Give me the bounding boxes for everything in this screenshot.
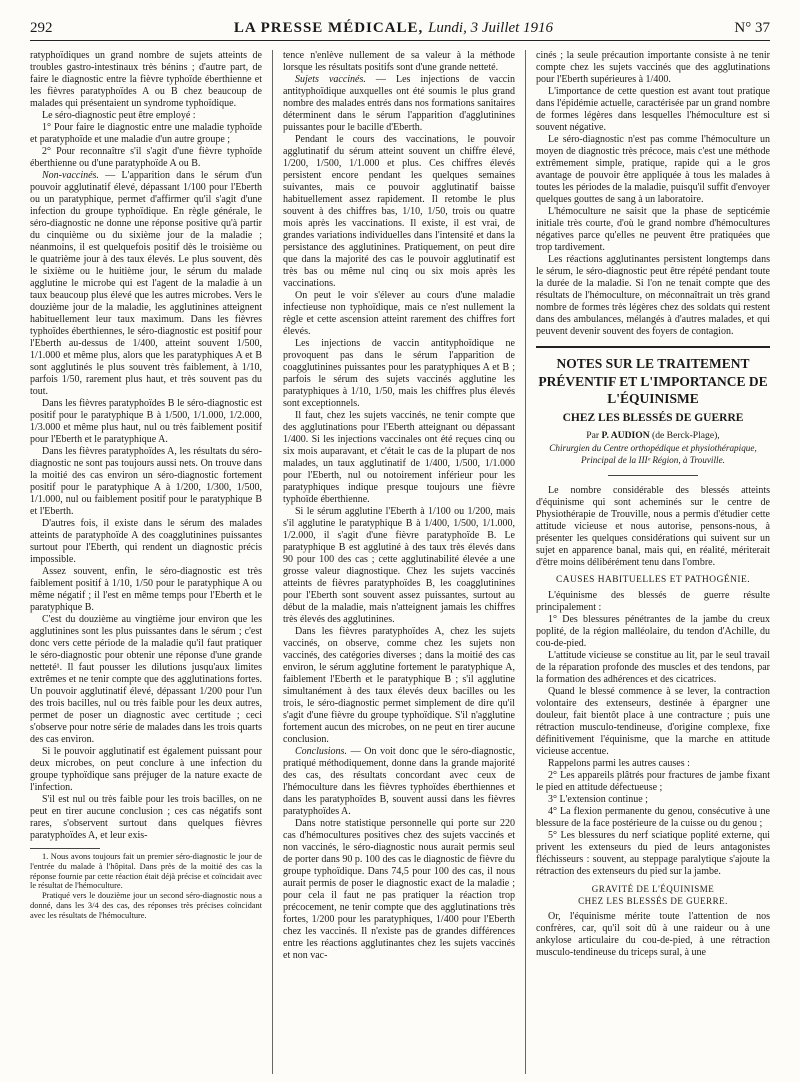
- paragraph: L'attitude vicieuse se constitue au lit, par le seul travail de la réparation profonde des muscles et des tendons, par la formation des adhérences et des cicatrices.: [536, 650, 770, 686]
- column-rule: [272, 50, 273, 1074]
- paragraph: On peut le voir s'élever au cours d'une maladie infectieuse non typhoïdique, mais ce n'est nullement la règle et cette ascension atteint rarement des chiffres fort élevés.: [283, 290, 515, 337]
- section-heading: CAUSES HABITUELLES ET PATHOGÉNIE.: [555, 574, 751, 585]
- column-left: [30, 50, 262, 1074]
- column-right: [536, 50, 770, 1074]
- column-middle: [283, 50, 515, 1074]
- author-affiliation: Chirurgien du Centre orthopédique et physiothérapique, Principal de la IIIᵉ Région, à Trouville.: [549, 442, 757, 465]
- article-title: NOTES SUR LE TRAITEMENT PRÉVENTIF ET L'IMPORTANCE DE L'ÉQUINISME: [536, 346, 770, 408]
- paragraph: Dans notre statistique personnelle qui porte sur 220 cas d'hémocultures positives chez des sujets vaccinés et non vaccinés, le séro-diagnostic nous aurait permis seul de porter dans 90 p. 100 des cas le diagnostic de fièvre du groupe typhoïdique. Dans 74,5 pour 100 des cas, il nous aurait permis de poser le diagnostic exact de la maladie ; pour cela il faut ne pas pratiquer la réaction trop précocement, ne tenir compte que des agglutinations très fortes, 1/200 pour les paratyphiques, 1/400 pour l'Eberth chez les vaccinés. Il n'existe pas de grandes différences entre les réactions agglutinantes chez les sujets vaccinés et non vac-: [283, 818, 515, 961]
- run-in-heading: Conclusions.: [295, 746, 347, 757]
- paragraph: 2° Pour reconnaître s'il s'agit d'une fièvre typhoïde éberthienne ou d'une paratyphoïde A ou B.: [30, 146, 262, 169]
- paragraph: Il faut, chez les sujets vaccinés, ne tenir compte que des agglutinations pour l'Eberth atteignant ou dépassant 1/400. Si les injections vaccinales ont été reçues cinq ou six mois auparavant, et c'était le cas de la plupart de nos malades, un taux agglutinatif de 1/400, 1/500, 1/1.000 pour l'Eberth, nul ou notoirement inférieur pour les paratyphiques indique presque toujours une fièvre typhoïde éberthienne.: [283, 410, 515, 505]
- paragraph: Dans les fièvres paratyphoïdes B le séro-diagnostic est positif pour le paratyphique B à 1/500, 1/1.000, 1/2.000, 1/3.000 et même plus haut, nul ou très faiblement positif pour l'Eberth et le paratyphique A.: [30, 398, 262, 445]
- paragraph: Le séro-diagnostic peut être employé :: [42, 110, 196, 121]
- footnotes: [30, 852, 262, 920]
- footnote: Pratiqué vers le douzième jour un second séro-diagnostic nous a donné, dans les 3/4 des cas, des réponses très précises coïncidant avec les résultats de l'hémoculture.: [30, 891, 262, 920]
- subsection-heading-line: GRAVITÉ DE L'ÉQUINISME: [591, 884, 715, 895]
- column-rule: [525, 50, 526, 1074]
- article-author: [536, 430, 770, 442]
- paragraph: L'importance de cette question est avant tout pratique dans l'épidémie actuelle, caractérisée par un grand nombre de formes légères dans lesquelles l'hémoculture est si souvent négative.: [536, 86, 770, 133]
- paragraph: 3° L'extension continue ;: [548, 794, 648, 806]
- paragraph-text: — L'apparition dans le sérum d'un pouvoir agglutinatif élevé, dépassant 1/100 pour l'Eberth ou un paratyphique, permet d'affirmer qu'il s'agit d'une infection du groupe typhoïdique. En règle générale, le séro-diagnostic ne donne une réponse positive qu'à partir du cinquième ou du sixième jour de la maladie ; néanmoins, il est quelquefois positif dès le troisième ou le quatrième jour à des taux élevés. Le plus souvent, dès le sixième ou le huitième jour, le sérum du malade agglutine le microbe qui est l'agent de la maladie à un taux beaucoup plus élevé que les autres microbes. Vers le douzième jour de la maladie, les agglutinines atteignent habituellement leur taux maximum. Dans les fièvres typhoïdes éberthiennes, le séro-diagnostic est positif pour l'Eberth au-dessus de 1/400, atteint souvent 1/500, 1/1.000 et même plus, alors que les paratyphiques A et B sont agglutinés le plus souvent très faiblement, à 1/10, parfois 1/50, rarement plus haut, et très souvent pas du tout.: [30, 170, 262, 397]
- paragraph: Les réactions agglutinantes persistent longtemps dans le sérum, le séro-diagnostic peut être répété pendant toute la durée de la maladie. Si l'on ne tenait compte que des résultats de l'hémoculture, on méconnaîtrait un très grand nombre de formes très légères chez des soldats qui restent dans des ambulances, mélangés à d'autres malades, et qui peuvent devenir souvent des foyers de contagion.: [536, 254, 770, 337]
- running-header: [30, 16, 770, 41]
- paragraph: 1° Pour faire le diagnostic entre une maladie typhoïde et paratyphoïde et une maladie d'un autre groupe ;: [30, 122, 262, 145]
- paragraph: L'équinisme des blessés de guerre résulte principalement :: [536, 590, 770, 614]
- run-in-heading: Sujets vaccinés.: [295, 74, 366, 85]
- paragraph: [30, 170, 262, 398]
- article-subtitle: CHEZ LES BLESSÉS DE GUERRE: [562, 411, 744, 424]
- paragraph: L'hémoculture ne saisit que la phase de septicémie initiale très courte, d'où le grand nombre d'hémocultures négatives parce qu'elles ne peuvent être pratiquées que trop tardivement.: [536, 206, 770, 253]
- paragraph: [283, 746, 515, 818]
- paragraph: Assez souvent, enfin, le séro-diagnostic est très faiblement positif à 1/10, 1/50 pour le paratyphique A ou même négatif ; il l'est en même temps pour l'Eberth et le paratyphique B.: [30, 566, 262, 613]
- paragraph-text: — Les injections de vaccin antityphoïdique auxquelles ont été soumis le plus grand nombre des malades entrés dans nos formations sanitaires déterminent dans le sérum l'apparition d'agglutinines puissantes pour le bacille d'Eberth.: [283, 74, 515, 133]
- paragraph: 1° Des blessures pénétrantes de la jambe du creux poplité, de la région malléolaire, du tendon d'Achille, du cou-de-pied.: [536, 614, 770, 650]
- author-place: (de Berck-Plage),: [649, 430, 720, 442]
- footnote-separator: [30, 848, 100, 849]
- paragraph: 5° Les blessures du nerf sciatique poplité externe, qui privent les extenseurs du pied de leurs antagonistes fléchisseurs : souvent, au steppage paralytique s'ajoute la rétraction des extenseurs du pied sur la jambe.: [536, 830, 770, 878]
- paragraph: [283, 74, 515, 134]
- paragraph: ratyphoïdiques un grand nombre de sujets atteints de troubles gastro-intestinaux très bénins ; d'autre part, de faire le diagnostic entre la fièvre typhoïde éberthienne et les fièvres paratyphoïdes A ou B chez beaucoup de malades qui présentaient un syndrome typhoïdique.: [30, 50, 262, 109]
- paragraph: Or, l'équinisme mérite toute l'attention de nos confrères, car, qu'il soit dû à une raideur ou à une ankylose articulaire du cou-de-pied, à une rétraction musculo-tendineuse du triceps sural, à une: [536, 911, 770, 959]
- journal-title: [234, 20, 553, 37]
- issue-date: Lundi, 3 Juillet 1916: [428, 19, 554, 36]
- paragraph: tence n'enlève nullement de sa valeur à la méthode lorsque les résultats positifs sont d'une grande netteté.: [283, 50, 515, 73]
- paragraph: Si le pouvoir agglutinatif est également puissant pour deux microbes, on peut conclure à une infection du groupe typhoïdique sans préjuger de la nature exacte de l'infection.: [30, 746, 262, 793]
- paragraph: Dans les fièvres paratyphoïdes A, les résultats du séro-diagnostic ne sont pas toujours aussi nets. On trouve dans la moitié des cas environ un séro-diagnostic fortement positif pour le paratyphique A à 1/200, 1/300, 1/500, 1/1.000, nul ou faiblement positif pour le paratyphique B et l'Eberth.: [30, 446, 262, 517]
- paragraph: cinés ; la seule précaution importante consiste à ne tenir compte chez les sujets vaccinés que des agglutinations pour l'Eberth supérieures à 1/400.: [536, 50, 770, 85]
- paragraph: S'il est nul ou très faible pour les trois bacilles, on ne peut en tirer aucune conclusion ; ces cas négatifs sont rares, s'observent surtout dans quelques fièvres paratyphoïdes A, et leur exis-: [30, 794, 262, 841]
- paragraph: 2° Les appareils plâtrés pour fractures de jambe fixant le pied en attitude défectueuse ;: [536, 770, 770, 794]
- paragraph: D'autres fois, il existe dans le sérum des malades atteints de paratyphoïde A des coagglutinines puissantes surtout pour l'Eberth, qui rendent un diagnostic précis impossible.: [30, 518, 262, 565]
- page-number: 292: [30, 19, 53, 36]
- paragraph: 4° La flexion permanente du genou, consécutive à une blessure de la face postérieure de la cuisse ou du genou ;: [536, 806, 770, 830]
- paragraph: C'est du douzième au vingtième jour environ que les agglutinines sont les plus puissantes dans le sérum ; c'est donc vers cette période de la maladie qu'il faut pratiquer le séro-diagnostic pour obtenir une réponse d'une grande netteté¹. Il faut pousser les dilutions jusqu'aux limites extrêmes et ne tenir compte que des agglutinations fortes. Un pouvoir agglutinatif élevé, dépassant 1/200 pour l'un des trois bacilles, nul ou très faible pour les deux autres, permet de poser un diagnostic avec certitude ; ceci s'observe pour notre série de malades dans les trois quarts des cas environ.: [30, 614, 262, 745]
- paragraph: Le nombre considérable des blessés atteints d'équinisme qui sont acheminés sur le centre de Physiothérapie de Trouville, nous a permis d'étudier cette attitude vicieuse et nous autorise, pensons-nous, à présenter les quelques considérations qui suivent sur un sujet en apparence banal, mais qui, en réalité, mériterait d'être moins délibérément tenu dans l'ombre.: [536, 484, 770, 568]
- author-prefix: Par: [586, 430, 602, 442]
- subsection-heading: [536, 884, 770, 907]
- journal-name: LA PRESSE MÉDICALE,: [233, 19, 424, 36]
- article-separator: [608, 475, 698, 476]
- paragraph: Si le sérum agglutine l'Eberth à 1/100 ou 1/200, mais s'il agglutine le paratyphique B à 1/400, 1/500, 1/1.000, 1/2.000, il s'agit d'une fièvre paratyphoïde B. Le paratyphique B est agglutiné à des taux très élevés dans 90 pour 100 des cas ; cette agglutinabilité élevée a une grosse valeur diagnostique. Chez les sujets vaccinés atteints de fièvres paratyphoïdes B, les coagglutinines pour l'Eberth sont souvent assez puissantes, surtout au début de la maladie, mais n'atteignent jamais les chiffres très élevés des agglutinines.: [283, 506, 515, 625]
- paragraph: Pendant le cours des vaccinations, le pouvoir agglutinatif du sérum atteint souvent un chiffre élevé, 1/200, 1/500, 1/1.000 et plus. Ces chiffres élevés persistent encore pendant les quelques semaines suivantes, mais ce pouvoir agglutinatif baisse habituellement assez rapidement. Il retombe le plus souvent à des chiffres bas, 1/10, 1/50, trois ou quatre mois après les vaccinations. Il existe, il est vrai, de grandes variations individuelles dans l'intensité et dans la persistance des agglutinines. Pratiquement, on peut dire que dans la majorité des cas le pouvoir agglutinatif est très bas ou même nul cinq ou six mois après les vaccinations.: [283, 134, 515, 289]
- paragraph: Les injections de vaccin antityphoïdique ne provoquent pas dans le sérum l'apparition de coagglutinines puissantes pour les paratyphiques A et B ; parfois le sérum des sujets vaccinés agglutine les paratyphiques à 1/10, 1/50, mais les chiffres plus élevés sont exceptionnels.: [283, 338, 515, 409]
- paragraph: Dans les fièvres paratyphoïdes A, chez les sujets vaccinés, on observe, comme chez les sujets non vaccinés, des catégories diverses ; dans la moitié des cas environ, le sérum agglutine fortement le paratyphique A, faiblement l'Eberth et le paratyphique B ; s'il agglutine simultanément à des taux élevés deux bacilles ou les trois, le séro-diagnostic permet simplement de dire qu'il s'agit d'une fièvre du groupe typhoïdique. S'il n'agglutine fortement aucun des microbes, on ne peut en tirer aucune conclusion.: [283, 626, 515, 745]
- issue-number: N° 37: [734, 19, 770, 36]
- footnote: 1. Nous avons toujours fait un premier séro-diagnostic le jour de l'entrée du malade à l'hôpital. Dans près de la moitié des cas la réponse fournie par cette réaction était déjà précise et coïncidait avec le résultat de l'hémoculture.: [30, 852, 262, 891]
- author-name: P. AUDION: [601, 430, 650, 442]
- paragraph: Quand le blessé commence à se lever, la contraction volontaire des extenseurs, destinée à épargner une douleur, fait bientôt place à une contracture ; puis une rétraction musculo-tendineuse, d'origine complexe, fixe définitivement l'équinisme, que la marche en attitude vicieuse accentue.: [536, 686, 770, 758]
- run-in-heading: Non-vaccinés.: [42, 170, 99, 181]
- paragraph-text: — On voit donc que le séro-diagnostic, pratiqué méthodiquement, donne dans la grande majorité des cas, des résultats concordant avec ceux de l'hémoculture dans les fièvres typhoïdes éberthiennes et dans les paratyphoïdes B, souvent aussi dans les fièvres paratyphoïdes A.: [283, 746, 515, 817]
- paragraph: Rappelons parmi les autres causes :: [548, 758, 690, 770]
- subsection-heading-line: CHEZ LES BLESSÉS DE GUERRE.: [578, 895, 728, 906]
- paragraph: Le séro-diagnostic n'est pas comme l'hémoculture un moyen de diagnostic très précoce, mais c'est une méthode extrêmement simple, pratique, rapide qui a le gros avantage de pouvoir être appliquée à tous les malades à toutes les périodes de la maladie, puisqu'il suffit d'envoyer quelques gouttes de sang à un laboratoire.: [536, 134, 770, 205]
